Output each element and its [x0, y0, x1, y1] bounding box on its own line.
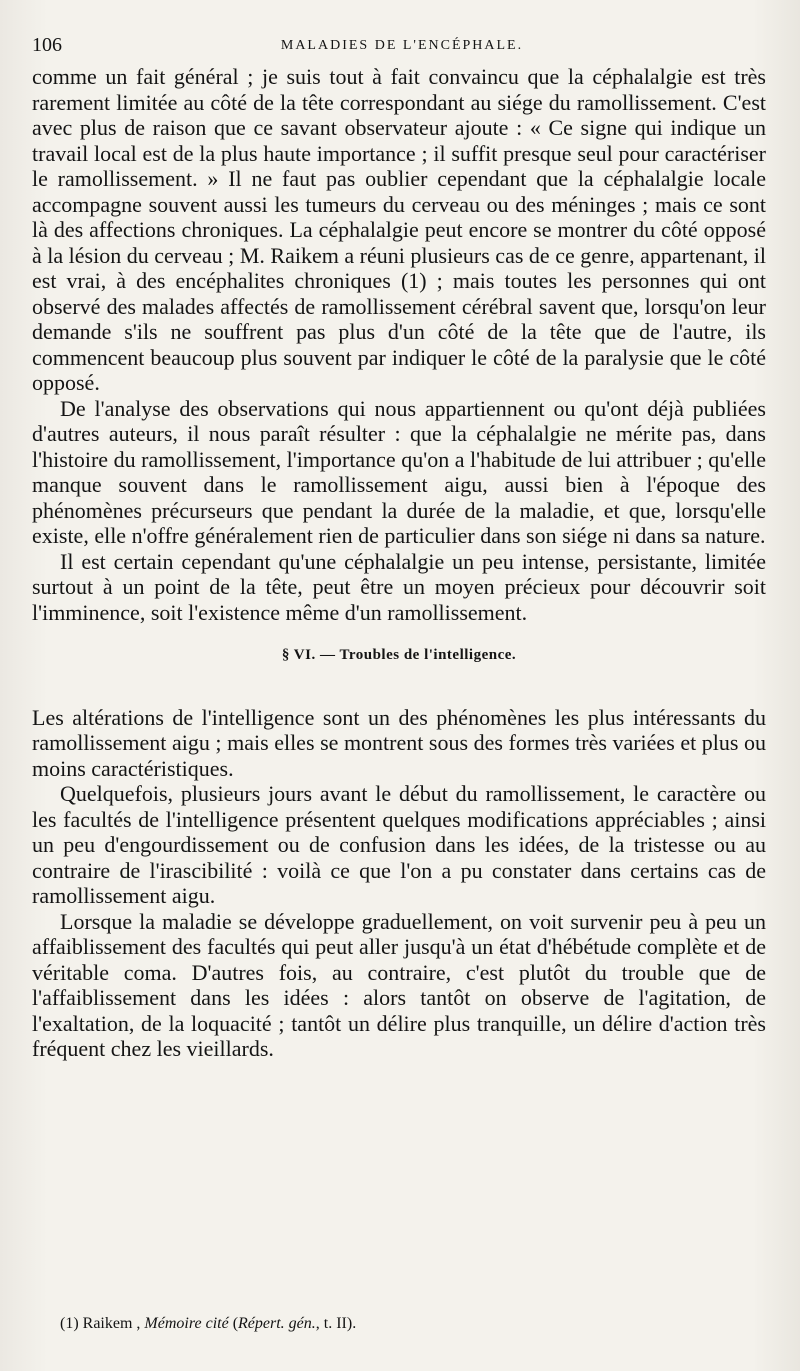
paragraph: Quelquefois, plusieurs jours avant le début du ramollissement, le caractère ou les facultés de l'intelligence présentent quelques modifications appréciables ; ainsi un peu d'engourdissement ou de confusion dans les idées, de la tristesse ou au contraire de l'irascibilité : voilà ce que l'on a pu constater dans certains cas de ramollissement aigu.: [32, 781, 766, 908]
footnote-ref: Répert. gén.: [238, 1315, 316, 1332]
page-number: 106: [32, 34, 62, 56]
footnote-work: Mémoire cité: [144, 1315, 229, 1332]
running-head: MALADIES DE L'ENCÉPHALE.: [280, 38, 524, 53]
footnote-ref-open: (: [232, 1315, 239, 1332]
paragraph: Il est certain cependant qu'une céphalalgie un peu intense, persistante, limitée surtout à un point de la tête, peut être un moyen précieux pour découvrir soit l'imminence, soit l'existence même d'un ramollissement.: [32, 548, 766, 625]
page-header: [32, 34, 772, 60]
footnote-ref-close: , t. II).: [315, 1315, 357, 1332]
paragraph: comme un fait général ; je suis tout à fait convaincu que la céphalalgie est très rarement limitée au côté de la tête correspondant au siége du ramollissement. C'est avec plus de raison que ce savant observateur ajoute : « Ce signe qui indique un travail local est de la plus haute importance ; il suffit presque seul pour caractériser le ramollissement. » Il ne faut pas oublier cependant que la céphalalgie locale accompagne souvent aussi les tumeurs du cerveau ou des méninges ; mais ce sont là des affections chroniques. La céphalalgie peut encore se montrer du côté opposé à la lésion du cerveau ; M. Raikem a réuni plusieurs cas de ce genre, appartenant, il est vrai, à des encéphalites chroniques (1) ; mais toutes les personnes qui ont observé des malades affectés de ramollissement cérébral savent que, lorsqu'on leur demande s'ils ne souffrent pas plus d'un côté de la tête que de l'autre, ils commencent beaucoup plus souvent par indiquer le côté de la paralysie que le côté opposé.: [32, 64, 766, 395]
paragraph: Lorsque la maladie se développe graduellement, on voit survenir peu à peu un affaiblissement des facultés qui peut aller jusqu'à un état d'hébétude complète et de véritable coma. D'autres fois, au contraire, c'est plutôt du trouble que de l'affaiblissement dans les idées : alors tantôt on observe de l'agitation, de l'exaltation, de la loquacité ; tantôt un délire plus tranquille, un délire d'action très fréquent chez les vieillards.: [32, 908, 766, 1061]
paragraph: Les altérations de l'intelligence sont un des phénomènes les plus intéressants du ramollissement aigu ; mais elles se montrent sous des formes très variées et plus ou moins caractéristiques.: [32, 704, 766, 781]
footnote: [60, 1315, 356, 1333]
page-body: [32, 64, 766, 1062]
paragraph: De l'analyse des observations qui nous appartiennent ou qu'ont déjà publiées d'autres auteurs, il nous paraît résulter : que la céphalalgie ne mérite pas, dans l'histoire du ramollissement, l'importance qu'on a l'habitude de lui attribuer ; qu'elle manque souvent dans le ramollissement aigu, aussi bien à l'époque des phénomènes précurseurs que pendant la durée de la maladie, et que, lorsqu'elle existe, elle n'offre généralement rien de particulier dans son siége ni dans sa nature.: [32, 395, 766, 548]
footnote-marker: (1): [60, 1315, 79, 1332]
section-title: § VI. — Troubles de l'intelligence.: [281, 647, 517, 663]
footnote-author: Raikem ,: [82, 1315, 141, 1332]
